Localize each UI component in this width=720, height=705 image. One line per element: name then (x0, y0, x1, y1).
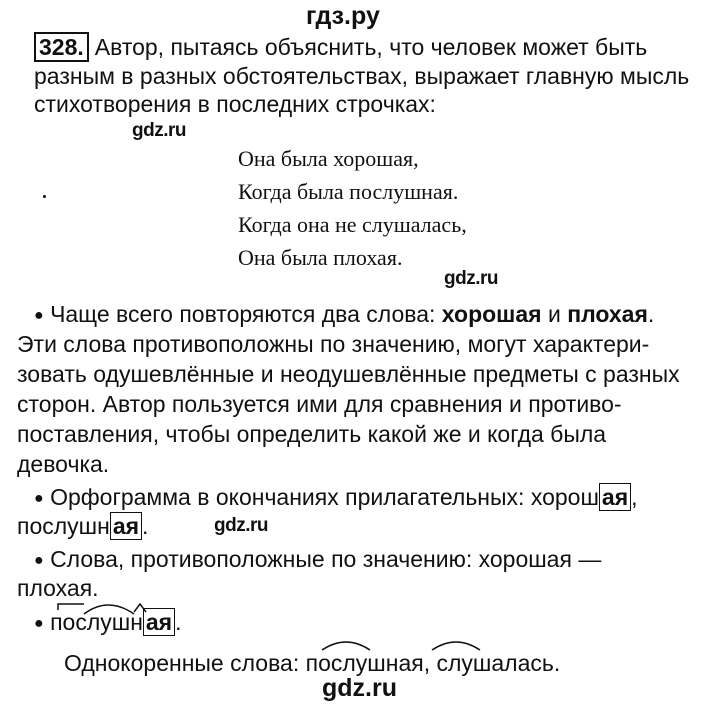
p1-period: . (647, 301, 655, 327)
p3-line-2: плохая. (17, 575, 99, 601)
cognates-label: Однокоренные слова: (64, 650, 300, 676)
cognate-1-root-arc (322, 642, 370, 650)
p2-text-start: Орфограмма в окончаниях прилагательных: (50, 484, 525, 510)
poem-line-2: Когда была послушная. (238, 179, 459, 204)
intro-line-3: стихотворения в последних строчках: (34, 91, 436, 117)
cognates-comma: , (423, 650, 431, 676)
cognate-2: слушалась (436, 650, 554, 676)
p1-line-6: девочка. (17, 451, 110, 477)
p3-line-1 (34, 544, 601, 576)
morpheme-prefix: по (50, 609, 76, 635)
stray-mark (43, 195, 46, 198)
bullet-4: ● (34, 615, 44, 632)
morpheme-root: слуш (75, 609, 131, 635)
poem-line-4: Она была плохая. (238, 245, 403, 270)
bullet-2: ● (34, 490, 44, 507)
p2-line-2 (17, 511, 148, 541)
watermark-3: gdz.ru (214, 515, 268, 536)
suffix-mark (134, 604, 146, 612)
p1-line-3: зовать одушевлённые и неодушевлённые предметы с разных (17, 361, 680, 387)
cognate-2-root-arc (432, 642, 480, 650)
poem-line-3: Когда она не слушалась, (238, 212, 467, 237)
p1-word-bad: плохая (567, 301, 648, 327)
p1-line-2: Эти слова противоположны по значению, могут характери- (17, 331, 650, 357)
bullet-1: ● (34, 307, 44, 324)
morpheme-ending-box: ая (143, 608, 175, 636)
cognates-period: . (553, 650, 561, 676)
p2-word1-stem: хорош (530, 484, 599, 510)
intro-text-1: Автор, пытаясь объяснить, что человек может быть (94, 34, 648, 60)
prefix-mark (58, 604, 84, 610)
poem-line-1: Она была хорошая, (238, 146, 419, 171)
p1-and: и (547, 301, 561, 327)
cognate-root-arcs (318, 636, 498, 654)
p1-word-good: хорошая (441, 301, 542, 327)
p1-line-4: сторон. Автор пользуется ими для сравнения и противо- (17, 391, 622, 417)
intro-line-1 (34, 32, 647, 62)
morpheme-marks (50, 598, 210, 620)
watermark-1: gdz.ru (132, 120, 186, 141)
site-footer: gdz.ru (322, 674, 397, 702)
intro-line-2: разным в разных обстоятельствах, выражает главную мысль (34, 63, 690, 89)
p4-period: . (175, 609, 182, 635)
cognate-1: послушная (305, 650, 424, 676)
p2-ending-box: ая (599, 483, 631, 511)
p1-line-5: поставления, чтобы определить какой же и когда была (17, 421, 607, 447)
p1-line-1 (34, 299, 654, 331)
bullet-3: ● (34, 552, 44, 569)
p2-line-1 (34, 482, 638, 514)
p2-word2-stem: послушн (17, 513, 110, 539)
p2-period: . (142, 513, 149, 539)
task-number: 328. (34, 32, 89, 62)
site-header: гдз.ру (306, 2, 380, 30)
root-arc (84, 605, 134, 614)
p2-ending2-box: ая (110, 512, 142, 540)
morpheme-suffix: н (130, 609, 143, 635)
p2-comma: , (631, 484, 638, 510)
watermark-2: gdz.ru (444, 268, 498, 289)
p1-text-start: Чаще всего повторяются два слова: (50, 301, 436, 327)
p3-text: Слова, противоположные по значению: хорошая — (50, 546, 602, 572)
